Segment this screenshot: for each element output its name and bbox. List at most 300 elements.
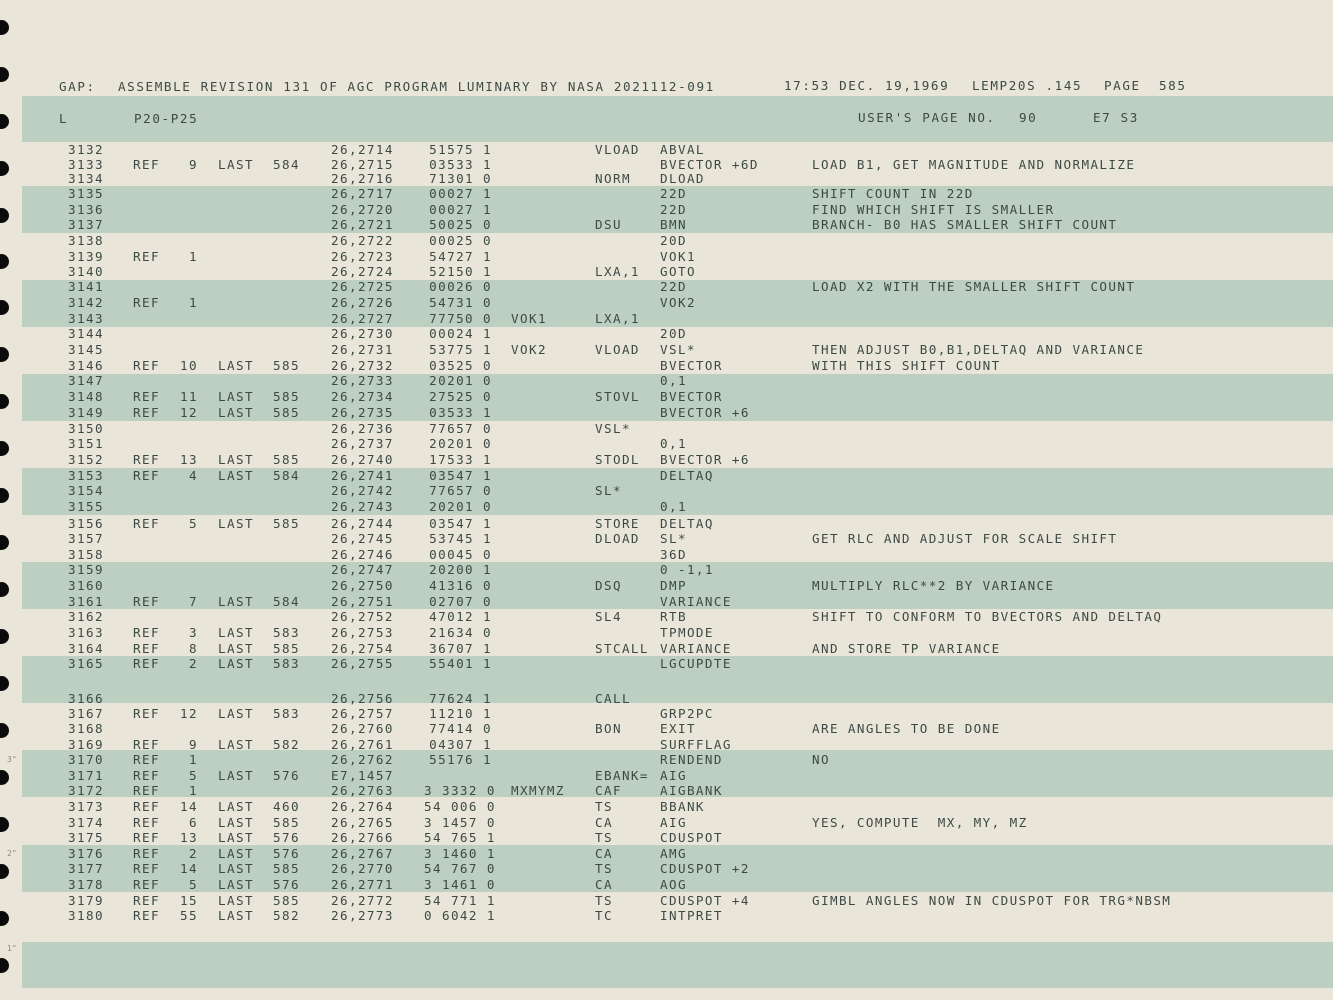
listing-row (0, 421, 1333, 436)
ref-tag: REF (133, 405, 160, 420)
operand: GOTO (660, 264, 696, 279)
line-number: 3160 (68, 578, 104, 593)
line-number: 3151 (68, 436, 104, 451)
comment: GIMBL ANGLES NOW IN CDUSPOT FOR TRG*NBSM (812, 893, 1172, 908)
operand: CDUSPOT +2 (660, 861, 750, 876)
operand: CDUSPOT +4 (660, 893, 750, 908)
octal-word: 00045 0 (429, 547, 492, 562)
listing-row (0, 893, 1333, 908)
address: 26,2725 (331, 279, 394, 294)
line-number: 3149 (68, 405, 104, 420)
operand: 0 -1,1 (660, 562, 714, 577)
opcode: TS (595, 893, 613, 908)
line-number: 3159 (68, 562, 104, 577)
comment: BRANCH- B0 HAS SMALLER SHIFT COUNT (812, 217, 1118, 232)
ref-tag: REF (133, 389, 160, 404)
operand: TPMODE (660, 625, 714, 640)
opcode: TS (595, 799, 613, 814)
ref-tag: REF (133, 877, 160, 892)
header-page-label: PAGE (1104, 78, 1141, 93)
ref-tag: REF (133, 625, 160, 640)
octal-word: 51575 1 (429, 142, 492, 157)
opcode: BON (595, 721, 622, 736)
operand: AIG (660, 768, 687, 783)
address: 26,2737 (331, 436, 394, 451)
octal-word: 3 1461 0 (424, 877, 496, 892)
listing-row (0, 547, 1333, 562)
line-number: 3164 (68, 641, 104, 656)
last-page: 585 (273, 893, 300, 908)
address: 26,2714 (331, 142, 394, 157)
octal-word: 54 771 1 (424, 893, 496, 908)
line-number: 3136 (68, 202, 104, 217)
octal-word: 77750 0 (429, 311, 492, 326)
listing-row (0, 691, 1333, 706)
ref-count: 15 (180, 893, 198, 908)
listing-row (0, 157, 1333, 172)
address: 26,2734 (331, 389, 394, 404)
ref-tag: REF (133, 768, 160, 783)
opcode: CAF (595, 783, 622, 798)
listing-row (0, 516, 1333, 531)
operand: VARIANCE (660, 641, 732, 656)
listing-row (0, 142, 1333, 157)
ref-count: 10 (180, 358, 198, 373)
octal-word: 03533 1 (429, 157, 492, 172)
last-page: 585 (273, 641, 300, 656)
ref-tag: REF (133, 157, 160, 172)
address: 26,2736 (331, 421, 394, 436)
operand: INTPRET (660, 908, 723, 923)
line-number: 3165 (68, 656, 104, 671)
line-number: 3153 (68, 468, 104, 483)
ref-count: 1 (189, 295, 198, 310)
address: 26,2740 (331, 452, 394, 467)
last-page: 584 (273, 594, 300, 609)
octal-word: 3 1457 0 (424, 815, 496, 830)
ref-tag: REF (133, 815, 160, 830)
octal-word: 50025 0 (429, 217, 492, 232)
ref-count: 12 (180, 405, 198, 420)
ref-count: 14 (180, 799, 198, 814)
operand: 22D (660, 186, 687, 201)
ref-count: 11 (180, 389, 198, 404)
listing-row (0, 295, 1333, 310)
operand: CDUSPOT (660, 830, 723, 845)
listing-row (0, 405, 1333, 420)
last-tag: LAST (218, 468, 254, 483)
line-number: 3173 (68, 799, 104, 814)
operand: BVECTOR +6 (660, 405, 750, 420)
opcode: LXA,1 (595, 311, 640, 326)
comment: MULTIPLY RLC**2 BY VARIANCE (812, 578, 1055, 593)
comment: ARE ANGLES TO BE DONE (812, 721, 1001, 736)
last-page: 584 (273, 468, 300, 483)
operand: 36D (660, 547, 687, 562)
line-number: 3134 (68, 171, 104, 186)
line-number: 3170 (68, 752, 104, 767)
opcode: DSQ (595, 578, 622, 593)
binder-hole (0, 114, 9, 129)
subheader-section: P20-P25 (134, 111, 199, 126)
address: 26,2763 (331, 783, 394, 798)
address: 26,2751 (331, 594, 394, 609)
octal-word: 00025 0 (429, 233, 492, 248)
line-number: 3167 (68, 706, 104, 721)
address: 26,2722 (331, 233, 394, 248)
comment: SHIFT COUNT IN 22D (812, 186, 974, 201)
operand: SL* (660, 531, 687, 546)
comment: LOAD X2 WITH THE SMALLER SHIFT COUNT (812, 279, 1136, 294)
ref-tag: REF (133, 861, 160, 876)
ref-tag: REF (133, 752, 160, 767)
listing-row (0, 483, 1333, 498)
subheader-users-page-label: USER'S PAGE NO. (858, 110, 996, 125)
ref-count: 6 (189, 815, 198, 830)
last-tag: LAST (218, 641, 254, 656)
address: 26,2750 (331, 578, 394, 593)
octal-word: 53775 1 (429, 342, 492, 357)
octal-word: 27525 0 (429, 389, 492, 404)
opcode: DSU (595, 217, 622, 232)
line-number: 3156 (68, 516, 104, 531)
line-number: 3138 (68, 233, 104, 248)
last-tag: LAST (218, 893, 254, 908)
address: 26,2745 (331, 531, 394, 546)
operand: AMG (660, 846, 687, 861)
opcode: TS (595, 861, 613, 876)
binder-hole (0, 67, 9, 82)
ref-count: 7 (189, 594, 198, 609)
octal-word: 54727 1 (429, 249, 492, 264)
ref-count: 1 (189, 752, 198, 767)
octal-word: 03547 1 (429, 468, 492, 483)
octal-word: 11210 1 (429, 706, 492, 721)
address: 26,2746 (331, 547, 394, 562)
operand: BMN (660, 217, 687, 232)
last-tag: LAST (218, 815, 254, 830)
octal-word: 54 765 1 (424, 830, 496, 845)
ref-tag: REF (133, 893, 160, 908)
operand: VOK2 (660, 295, 696, 310)
line-number: 3163 (68, 625, 104, 640)
ref-tag: REF (133, 706, 160, 721)
ref-tag: REF (133, 295, 160, 310)
ref-tag: REF (133, 452, 160, 467)
last-page: 582 (273, 737, 300, 752)
listing-row (0, 706, 1333, 721)
subheader-code: E7 S3 (1093, 110, 1139, 125)
listing-row (0, 531, 1333, 546)
operand: 22D (660, 279, 687, 294)
last-page: 583 (273, 625, 300, 640)
address: 26,2732 (331, 358, 394, 373)
operand: 22D (660, 202, 687, 217)
ref-count: 14 (180, 861, 198, 876)
last-page: 583 (273, 706, 300, 721)
last-page: 585 (273, 815, 300, 830)
octal-word: 77657 0 (429, 421, 492, 436)
listing-row (0, 594, 1333, 609)
listing-row (0, 326, 1333, 341)
line-number: 3133 (68, 157, 104, 172)
last-tag: LAST (218, 405, 254, 420)
operand: DELTAQ (660, 468, 714, 483)
address: 26,2765 (331, 815, 394, 830)
line-number: 3169 (68, 737, 104, 752)
opcode: CA (595, 846, 613, 861)
address: 26,2754 (331, 641, 394, 656)
ref-count: 3 (189, 625, 198, 640)
operand: ABVAL (660, 142, 705, 157)
last-tag: LAST (218, 389, 254, 404)
ref-count: 8 (189, 641, 198, 656)
address: 26,2731 (331, 342, 394, 357)
listing-row (0, 846, 1333, 861)
line-number: 3162 (68, 609, 104, 624)
last-tag: LAST (218, 516, 254, 531)
last-page: 585 (273, 516, 300, 531)
octal-word: 04307 1 (429, 737, 492, 752)
last-page: 582 (273, 908, 300, 923)
last-page: 585 (273, 452, 300, 467)
listing-row (0, 625, 1333, 640)
operand: GRP2PC (660, 706, 714, 721)
address: 26,2726 (331, 295, 394, 310)
opcode: CALL (595, 691, 631, 706)
line-number: 3137 (68, 217, 104, 232)
octal-word: 71301 0 (429, 171, 492, 186)
operand: BVECTOR (660, 389, 723, 404)
last-tag: LAST (218, 594, 254, 609)
last-tag: LAST (218, 799, 254, 814)
header-title: ASSEMBLE REVISION 131 OF AGC PROGRAM LUMINARY BY NASA 2021112-091 (118, 79, 715, 94)
ref-tag: REF (133, 641, 160, 656)
header-stamp: 17:53 DEC. 19,1969 (784, 78, 950, 93)
operand: BVECTOR +6 (660, 452, 750, 467)
listing-row (0, 861, 1333, 876)
line-number: 3147 (68, 373, 104, 388)
listing-row (0, 877, 1333, 892)
ref-count: 13 (180, 452, 198, 467)
octal-word: 03533 1 (429, 405, 492, 420)
line-number: 3172 (68, 783, 104, 798)
last-page: 583 (273, 656, 300, 671)
operand: 0,1 (660, 373, 687, 388)
ref-tag: REF (133, 358, 160, 373)
address: 26,2766 (331, 830, 394, 845)
line-number: 3139 (68, 249, 104, 264)
listing-row (0, 721, 1333, 736)
address: E7,1457 (331, 768, 394, 783)
listing-row (0, 452, 1333, 467)
operand: 0,1 (660, 436, 687, 451)
address: 26,2772 (331, 893, 394, 908)
address: 26,2767 (331, 846, 394, 861)
line-number: 3168 (68, 721, 104, 736)
operand: SURFFLAG (660, 737, 732, 752)
line-number: 3180 (68, 908, 104, 923)
binder-hole (0, 958, 9, 973)
listing-row (0, 908, 1333, 923)
ref-count: 1 (189, 249, 198, 264)
ref-count: 2 (189, 656, 198, 671)
address: 26,2770 (331, 861, 394, 876)
last-tag: LAST (218, 358, 254, 373)
ref-count: 1 (189, 783, 198, 798)
listing-row (0, 468, 1333, 483)
last-tag: LAST (218, 768, 254, 783)
address: 26,2742 (331, 483, 394, 498)
line-number: 3143 (68, 311, 104, 326)
listing-row (0, 562, 1333, 577)
address: 26,2715 (331, 157, 394, 172)
line-number: 3157 (68, 531, 104, 546)
ref-tag: REF (133, 799, 160, 814)
address: 26,2741 (331, 468, 394, 483)
line-number: 3144 (68, 326, 104, 341)
operand: RENDEND (660, 752, 723, 767)
line-number: 3158 (68, 547, 104, 562)
comment: GET RLC AND ADJUST FOR SCALE SHIFT (812, 531, 1118, 546)
line-number: 3177 (68, 861, 104, 876)
line-number: 3145 (68, 342, 104, 357)
octal-word: 55176 1 (429, 752, 492, 767)
address: 26,2727 (331, 311, 394, 326)
ref-tag: REF (133, 249, 160, 264)
opcode: CA (595, 815, 613, 830)
octal-word: 20201 0 (429, 436, 492, 451)
octal-word: 53745 1 (429, 531, 492, 546)
ref-tag: REF (133, 468, 160, 483)
header-page-no: 585 (1159, 78, 1187, 93)
line-number: 3174 (68, 815, 104, 830)
operand: AIGBANK (660, 783, 723, 798)
opcode: TC (595, 908, 613, 923)
last-tag: LAST (218, 830, 254, 845)
operand: 20D (660, 233, 687, 248)
line-number: 3132 (68, 142, 104, 157)
opcode: LXA,1 (595, 264, 640, 279)
listing-row (0, 799, 1333, 814)
opcode: VLOAD (595, 142, 640, 157)
line-number: 3178 (68, 877, 104, 892)
ref-count: 13 (180, 830, 198, 845)
ref-count: 12 (180, 706, 198, 721)
last-tag: LAST (218, 877, 254, 892)
octal-word: 20200 1 (429, 562, 492, 577)
address: 26,2761 (331, 737, 394, 752)
address: 26,2720 (331, 202, 394, 217)
line-number: 3140 (68, 264, 104, 279)
address: 26,2773 (331, 908, 394, 923)
ref-count: 9 (189, 157, 198, 172)
octal-word: 54 767 0 (424, 861, 496, 876)
last-page: 585 (273, 389, 300, 404)
address: 26,2764 (331, 799, 394, 814)
opcode: STCALL (595, 641, 649, 656)
last-page: 576 (273, 830, 300, 845)
last-tag: LAST (218, 452, 254, 467)
line-number: 3176 (68, 846, 104, 861)
octal-word: 21634 0 (429, 625, 492, 640)
operand: 20D (660, 326, 687, 341)
symbol-label: MXMYMZ (511, 783, 565, 798)
last-page: 576 (273, 846, 300, 861)
last-page: 585 (273, 861, 300, 876)
ref-count: 5 (189, 877, 198, 892)
address: 26,2760 (331, 721, 394, 736)
operand: VARIANCE (660, 594, 732, 609)
octal-word: 03525 0 (429, 358, 492, 373)
last-tag: LAST (218, 737, 254, 752)
subheader-users-page-no: 90 (1019, 110, 1038, 125)
address: 26,2755 (331, 656, 394, 671)
octal-word: 54731 0 (429, 295, 492, 310)
comment: FIND WHICH SHIFT IS SMALLER (812, 202, 1055, 217)
opcode: SL4 (595, 609, 622, 624)
octal-word: 77657 0 (429, 483, 492, 498)
header-id: LEMP20S .145 (972, 78, 1083, 93)
ref-count: 2 (189, 846, 198, 861)
listing-row (0, 186, 1333, 201)
address: 26,2752 (331, 609, 394, 624)
octal-word: 03547 1 (429, 516, 492, 531)
line-number: 3150 (68, 421, 104, 436)
listing-row (0, 436, 1333, 451)
line-number: 3148 (68, 389, 104, 404)
line-number: 3171 (68, 768, 104, 783)
listing-row (0, 311, 1333, 326)
operand: BBANK (660, 799, 705, 814)
address: 26,2762 (331, 752, 394, 767)
octal-word: 55401 1 (429, 656, 492, 671)
line-number: 3155 (68, 499, 104, 514)
last-tag: LAST (218, 157, 254, 172)
binder-hole (0, 20, 9, 35)
edge-mark-3in: 3" (7, 755, 17, 764)
last-tag: LAST (218, 625, 254, 640)
ref-tag: REF (133, 594, 160, 609)
ref-tag: REF (133, 656, 160, 671)
last-page: 585 (273, 405, 300, 420)
octal-word: 77414 0 (429, 721, 492, 736)
listing-row (0, 578, 1333, 593)
octal-word: 3 1460 1 (424, 846, 496, 861)
last-tag: LAST (218, 861, 254, 876)
listing-row (0, 171, 1333, 186)
listing-row (0, 202, 1333, 217)
address: 26,2771 (331, 877, 394, 892)
address: 26,2716 (331, 171, 394, 186)
listing-row (0, 656, 1333, 671)
last-tag: LAST (218, 706, 254, 721)
opcode: DLOAD (595, 531, 640, 546)
comment: WITH THIS SHIFT COUNT (812, 358, 1001, 373)
address: 26,2723 (331, 249, 394, 264)
last-page: 460 (273, 799, 300, 814)
operand: AIG (660, 815, 687, 830)
octal-word: 0 6042 1 (424, 908, 496, 923)
operand: VSL* (660, 342, 696, 357)
octal-word: 20201 0 (429, 499, 492, 514)
opcode: VSL* (595, 421, 631, 436)
edge-mark-1in: 1" (7, 944, 17, 953)
octal-word: 02707 0 (429, 594, 492, 609)
listing-row (0, 279, 1333, 294)
listing-row (0, 815, 1333, 830)
octal-word: 3 3332 0 (424, 783, 496, 798)
